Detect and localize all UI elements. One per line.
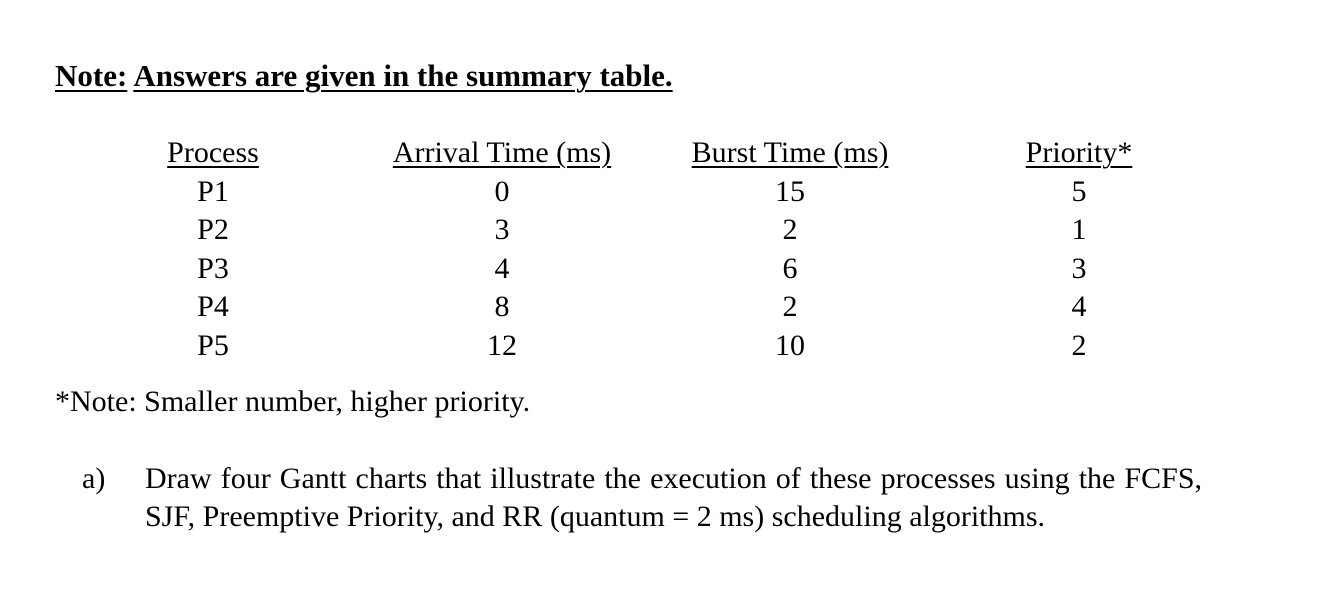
cell-priority: 3	[1071, 251, 1087, 285]
heading-text: Answers are given in the summary table.	[133, 58, 673, 93]
cell-arrival-time: 8	[494, 290, 510, 323]
cell-arrival-time: 12	[487, 328, 517, 362]
cell-arrival-time: 4	[494, 251, 510, 285]
cell-burst-time: 6	[782, 251, 798, 285]
priority-footnote: *Note: Smaller number, higher priority.	[55, 385, 531, 418]
cell-burst-time: 2	[782, 213, 798, 246]
header-burst-time: Burst Time (ms)	[691, 136, 889, 169]
cell-arrival-time: 3	[494, 213, 510, 246]
cell-burst-time: 2	[782, 290, 798, 323]
heading-label: Note:	[55, 58, 128, 93]
cell-burst-time: 10	[775, 328, 805, 362]
table-row	[0, 326, 1320, 365]
header-arrival-time: Arrival Time (ms)	[392, 136, 612, 169]
cell-priority: 2	[1071, 328, 1087, 362]
cell-process: P2	[197, 213, 229, 246]
cell-process: P3	[197, 251, 229, 285]
table-row	[0, 210, 1320, 249]
cell-arrival-time: 0	[494, 174, 510, 208]
question-label: a)	[82, 462, 106, 495]
table-row	[0, 249, 1320, 288]
question-text: Draw four Gantt charts that illustrate the execution of these processes using the FCFS, SJF, Preemptive Priority, and RR (quantum = 2 ms) scheduling algorithms.	[145, 462, 1202, 533]
cell-priority: 5	[1071, 174, 1087, 208]
cell-priority: 4	[1071, 290, 1087, 323]
table-header-row	[0, 133, 1320, 172]
table-row	[0, 172, 1320, 211]
table-row	[0, 287, 1320, 326]
cell-process: P5	[197, 328, 229, 362]
process-table	[0, 133, 1320, 364]
cell-process: P4	[197, 290, 229, 323]
document-heading	[55, 56, 673, 96]
cell-priority: 1	[1071, 213, 1087, 246]
cell-process: P1	[197, 174, 229, 208]
header-priority: Priority*	[1025, 136, 1133, 169]
cell-burst-time: 15	[775, 174, 805, 208]
header-process: Process	[167, 136, 259, 169]
